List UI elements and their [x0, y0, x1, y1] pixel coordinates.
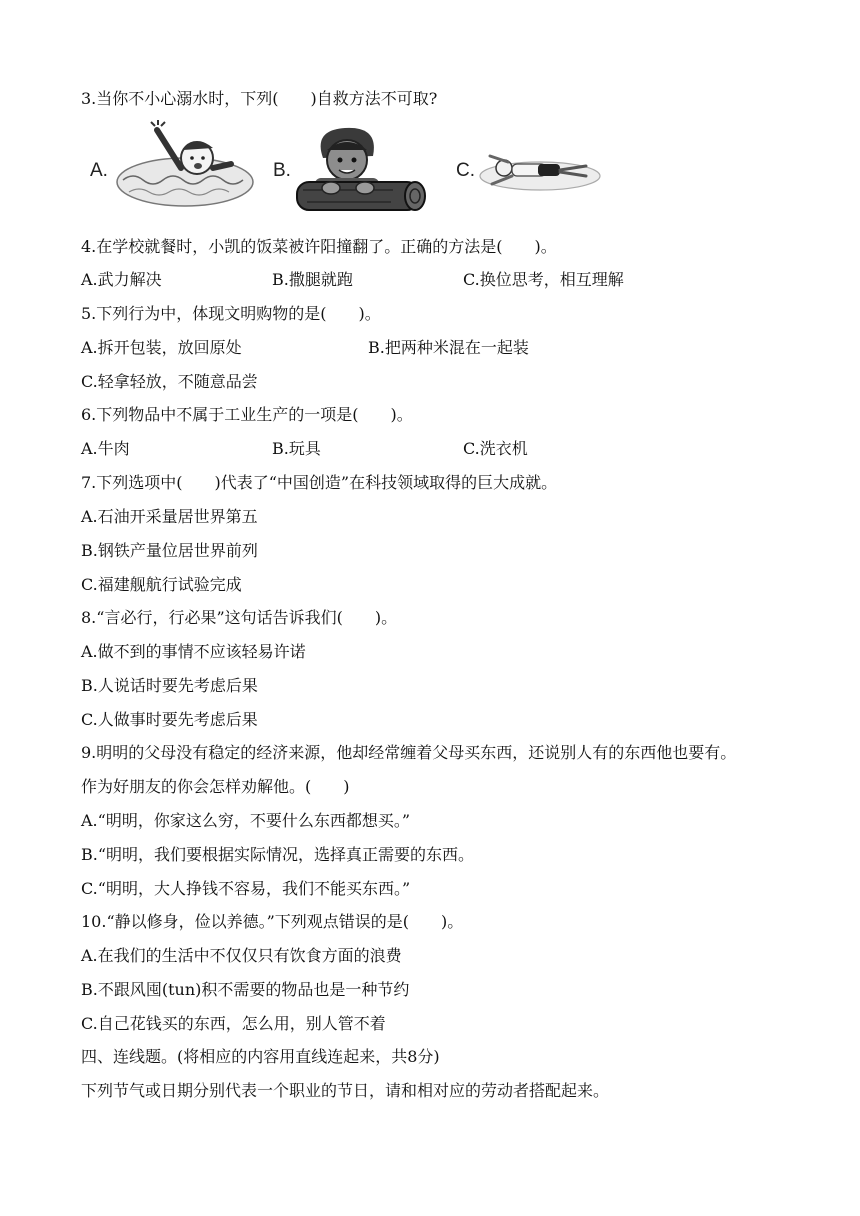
q9-option-b: B.“明明，我们要根据实际情况，选择真正需要的东西。	[81, 845, 475, 864]
q10-option-b: B.不跟风囤(tun)积不需要的物品也是一种节约	[81, 980, 410, 999]
q6-option-b: B.玩具	[272, 439, 321, 458]
q4-option-a: A.武力解决	[81, 270, 162, 289]
q7-option-a: A.石油开采量居世界第五	[81, 507, 258, 526]
q3-option-a-label: A.	[90, 160, 108, 181]
q9-stem-line1: 9.明明的父母没有稳定的经济来源，他却经常缠着父母买东西，还说别人有的东西他也要有。	[81, 743, 737, 762]
q10-option-a: A.在我们的生活中不仅仅只有饮食方面的浪费	[81, 946, 402, 965]
q7-stem: 7.下列选项中( )代表了“中国创造”在科技领域取得的巨大成就。	[81, 473, 558, 492]
q7-option-c: C.福建舰航行试验完成	[81, 575, 242, 594]
q8-option-c: C.人做事时要先考虑后果	[81, 710, 258, 729]
q6-stem: 6.下列物品中不属于工业生产的一项是( )。	[81, 405, 413, 424]
q8-stem: 8.“言必行，行必果”这句话告诉我们( )。	[81, 608, 398, 627]
q7-option-b: B.钢铁产量位居世界前列	[81, 541, 258, 560]
q3-stem: 3.当你不小心溺水时，下列( )自救方法不可取?	[81, 89, 438, 108]
q9-option-a: A.“明明，你家这么穷，不要什么东西都想买。”	[81, 811, 411, 830]
q5-stem: 5.下列行为中，体现文明购物的是( )。	[81, 304, 381, 323]
q4-option-b: B.撒腿就跑	[272, 270, 353, 289]
drowning-child-picture	[115, 120, 255, 218]
q5-option-c: C.轻拿轻放，不随意品尝	[81, 372, 258, 391]
section4-title: 四、连线题。(将相应的内容用直线连起来，共8分)	[81, 1047, 440, 1066]
q5-option-b: B.把两种米混在一起装	[368, 338, 529, 357]
q6-option-c: C.洗衣机	[463, 439, 528, 458]
q8-option-a: A.做不到的事情不应该轻易许诺	[81, 642, 306, 661]
floating-on-back-picture	[478, 150, 603, 194]
q4-option-c: C.换位思考，相互理解	[463, 270, 624, 289]
q9-stem-line2: 作为好朋友的你会怎样劝解他。( )	[81, 777, 350, 796]
q4-stem: 4.在学校就餐时，小凯的饭菜被许阳撞翻了。正确的方法是( )。	[81, 237, 557, 256]
q10-stem: 10.“静以修身，俭以养德。”下列观点错误的是( )。	[81, 912, 464, 931]
q3-option-b-label: B.	[273, 160, 291, 181]
q8-option-b: B.人说话时要先考虑后果	[81, 676, 258, 695]
q3-option-c-label: C.	[456, 160, 475, 181]
child-holding-log-picture	[293, 124, 428, 216]
q10-option-c: C.自己花钱买的东西，怎么用，别人管不着	[81, 1014, 386, 1033]
q6-option-a: A.牛肉	[81, 439, 130, 458]
section4-instruction: 下列节气或日期分别代表一个职业的节日，请和相对应的劳动者搭配起来。	[81, 1081, 610, 1100]
q9-option-c: C.“明明，大人挣钱不容易，我们不能买东西。”	[81, 879, 411, 898]
q5-option-a: A.拆开包装，放回原处	[81, 338, 242, 357]
